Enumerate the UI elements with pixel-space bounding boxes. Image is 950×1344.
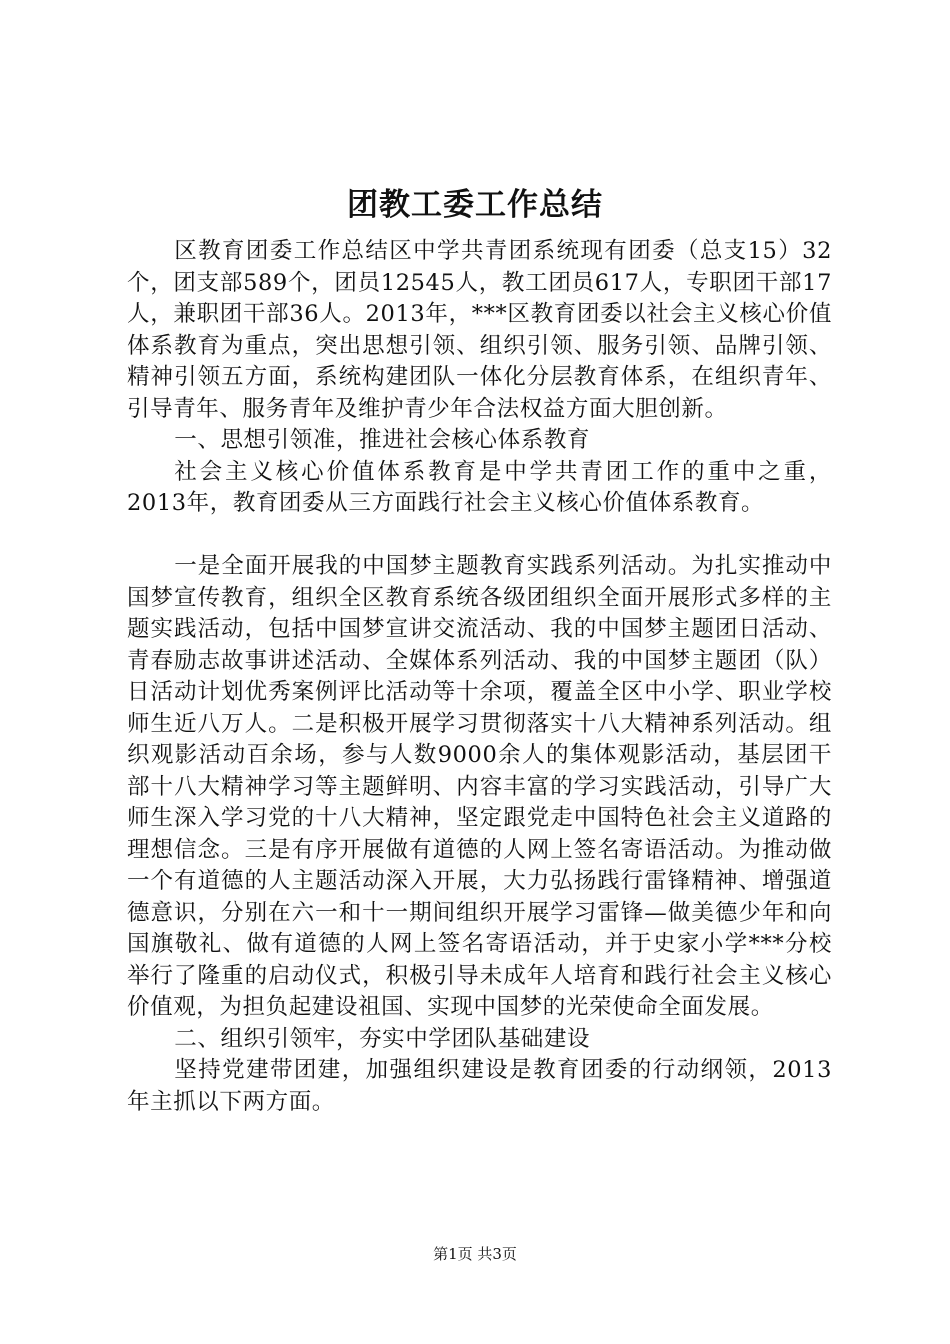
section-heading-2: 二、组织引领牢，夯实中学团队基础建设 (174, 1025, 591, 1052)
paragraph-1: 社会主义核心价值体系教育是中学共青团工作的重中之重，2013年，教育团委从三方面践行社会主义核心价值体系教育。 (127, 458, 832, 516)
paragraph-spacer (127, 520, 832, 552)
document-body (127, 236, 832, 1118)
paragraph-3: 坚持党建带团建，加强组织建设是教育团委的行动纲领，2013年主抓以下两方面。 (127, 1057, 832, 1115)
intro-paragraph: 区教育团委工作总结区中学共青团系统现有团委（总支15）32个，团支部589个，团员12545人，教工团员617人，专职团干部17人，兼职团干部36人。2013年，***区教育团委以社会主义核心价值体系教育为重点，突出思想引领、组织引领、服务引领、品牌引领、精神引领五方面，系统构建团队一体化分层教育体系，在组织青年、引导青年、服务青年及维护青少年合法权益方面大胆创新。 (127, 238, 832, 422)
paragraph-2: 一是全面开展我的中国梦主题教育实践系列活动。为扎实推动中国梦宣传教育，组织全区教育系统各级团组织全面开展形式多样的主题实践活动，包括中国梦宣讲交流活动、我的中国梦主题团日活动、青春励志故事讲述活动、全媒体系列活动、我的中国梦主题团（队）日活动计划优秀案例评比活动等十余项，覆盖全区中小学、职业学校师生近八万人。二是积极开展学习贯彻落实十八大精神系列活动。组织观影活动百余场，参与人数9000余人的集体观影活动，基层团干部十八大精神学习等主题鲜明、内容丰富的学习实践活动，引导广大师生深入学习党的十八大精神，坚定跟党走中国特色社会主义道路的理想信念。三是有序开展做有道德的人网上签名寄语活动。为推动做一个有道德的人主题活动深入开展，大力弘扬践行雷锋精神、增强道德意识，分别在六一和十一期间组织开展学习雷锋—做美德少年和向国旗敬礼、做有道德的人网上签名寄语活动，并于史家小学***分校举行了隆重的启动仪式，积极引导未成年人培育和践行社会主义核心价值观，为担负起建设祖国、实现中国梦的光荣使命全面发展。 (127, 553, 832, 1020)
page-footer: 第1页 共3页 (433, 1245, 517, 1263)
section-heading-1: 一、思想引领准，推进社会核心体系教育 (174, 427, 591, 453)
page-title: 团教工委工作总结 (347, 187, 603, 223)
